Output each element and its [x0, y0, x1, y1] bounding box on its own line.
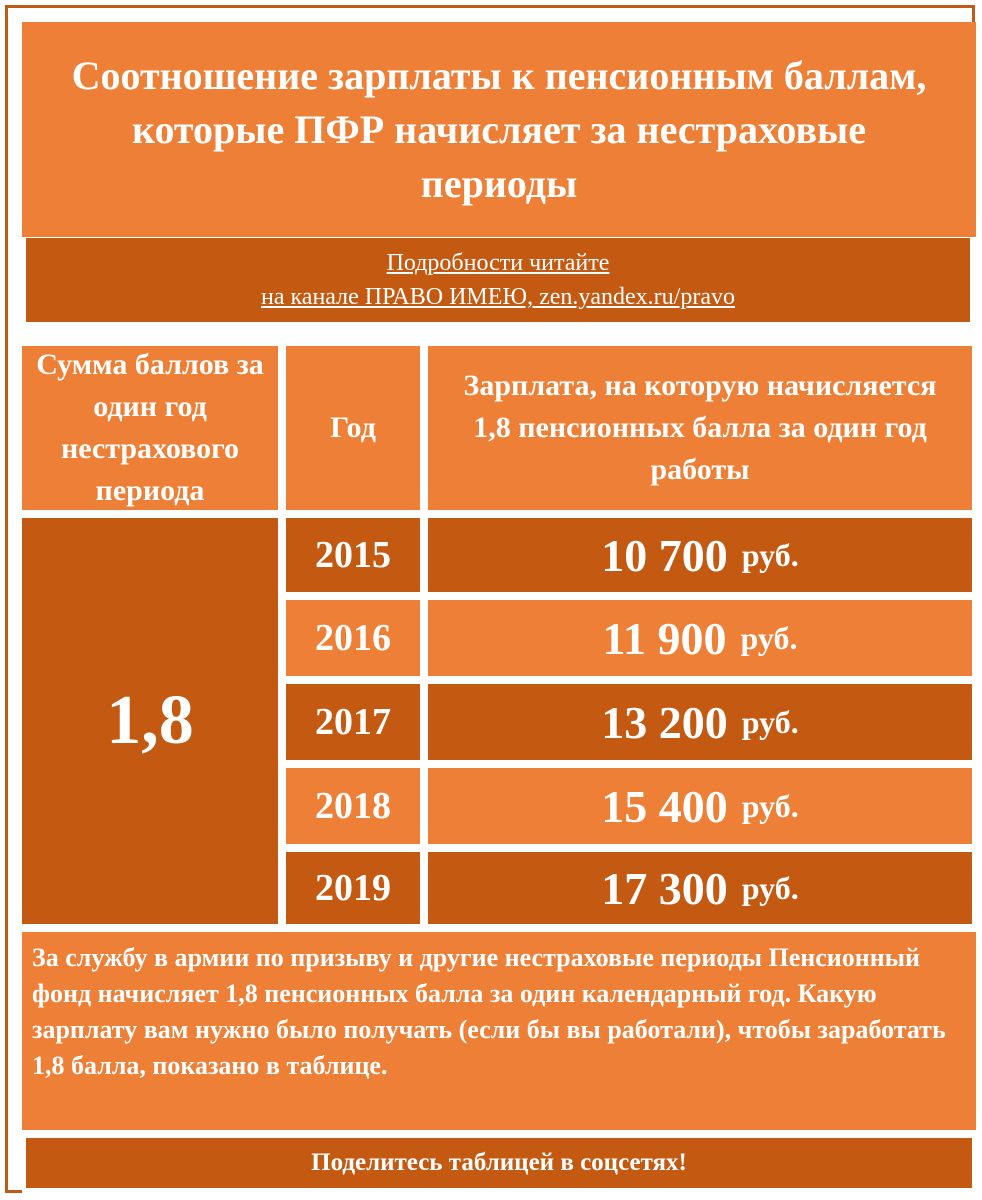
outer-frame	[5, 5, 975, 1193]
header-points: Сумма баллов за один год нестрахового периода	[22, 346, 278, 510]
header-year: Год	[286, 346, 420, 510]
salary-cell	[428, 518, 972, 592]
points-cell	[22, 518, 278, 924]
salary-amount: 17 300	[601, 862, 728, 914]
salary-currency: руб.	[741, 787, 799, 824]
salary-cell	[428, 684, 972, 760]
points-value: 1,8	[106, 682, 194, 759]
salary-cell	[428, 768, 972, 844]
details-block	[26, 238, 970, 322]
salary-amount: 11 900	[602, 612, 727, 664]
year-cell: 2017	[286, 684, 420, 760]
year-cell: 2018	[286, 768, 420, 844]
salary-cell	[428, 600, 972, 676]
salary-currency: руб.	[741, 703, 799, 740]
header-salary: Зарплата, на которую начисляется 1,8 пенсионных балла за один год работы	[428, 346, 972, 510]
year-cell: 2015	[286, 518, 420, 592]
salary-currency: руб.	[741, 536, 799, 573]
details-link-channel[interactable]: на канале ПРАВО ИМЕЮ, zen.yandex.ru/pravo	[261, 284, 735, 310]
details-link-line1[interactable]: Подробности читайте	[386, 250, 610, 276]
infographic	[22, 22, 976, 1194]
salary-cell	[428, 852, 972, 924]
explanation-note: За службу в армии по призыву и другие нестраховые периоды Пенсионный фонд начисляет 1,8 пенсионных балла за один календарный год. Какую зарплату вам нужно было получать (если бы вы работали), чтобы заработать 1,8 балла, показано в таблице.	[22, 932, 976, 1130]
salary-currency: руб.	[740, 619, 798, 656]
salary-amount: 10 700	[601, 529, 728, 581]
page-title: Соотношение зарплаты к пенсионным баллам, которые ПФР начисляет за нестраховые периоды	[22, 22, 976, 237]
year-cell: 2016	[286, 600, 420, 676]
share-banner[interactable]: Поделитесь таблицей в соцсетях!	[26, 1138, 972, 1188]
salary-amount: 15 400	[601, 780, 728, 832]
salary-currency: руб.	[741, 869, 799, 906]
year-cell: 2019	[286, 852, 420, 924]
salary-amount: 13 200	[601, 696, 728, 748]
